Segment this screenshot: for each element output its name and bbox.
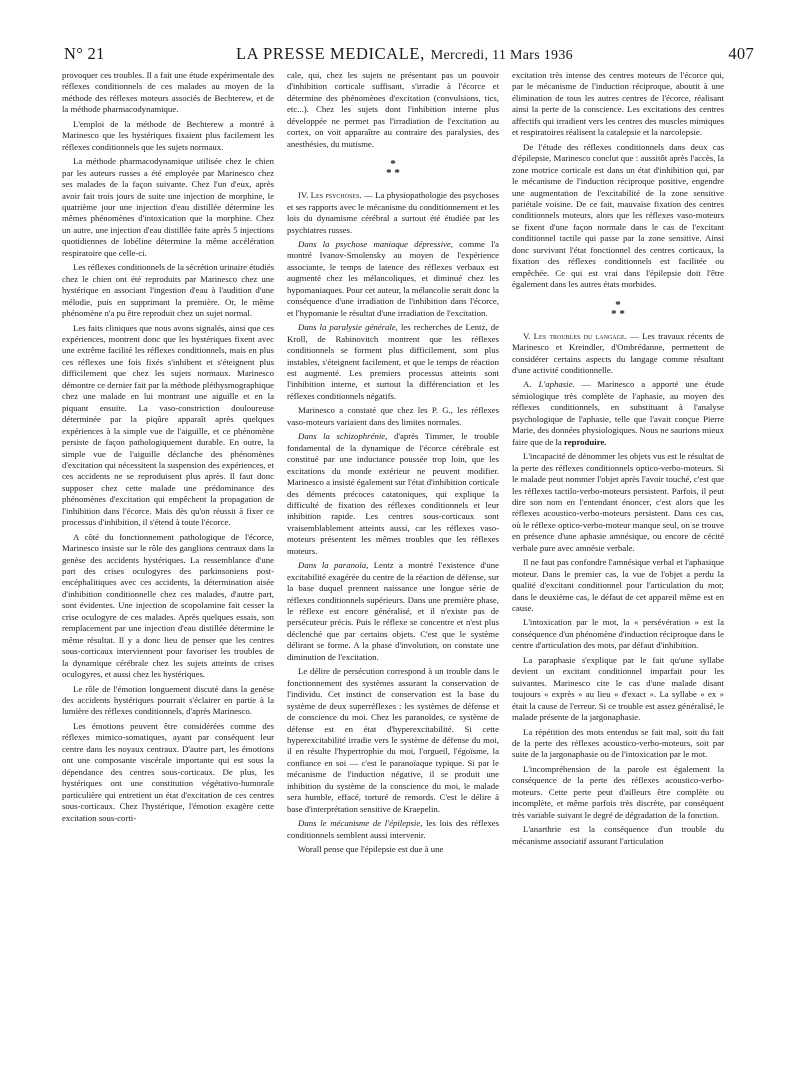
paragraph: Dans la paranoïa, Lentz a montré l'existence d'une excitabilité exagérée du centre de la réaction de défense, sur la base duquel prennent naissance une longue série de réflexes conditionnels supérieurs. Dans une première phase, le réflexe est encore généralisé, et il n'existe pas de persécuteur précis. Puis le réflexe se concentre et n'est plus déclenché que par certains objets. C'est que le système délirant se forme. A la phase d'involution, on constate une diminution de l'excitation. (287, 560, 499, 662)
section-heading-paragraph: IV. Les psychoses. — La physiopathologie des psychoses et ses rapports avec le mécanisme du conditionnement et les lois du dynamisme cérébral a surtout été étudiée par les psychiatres russes. (287, 190, 500, 235)
page-header (64, 42, 754, 64)
column-1 (62, 70, 274, 827)
paragraph: De l'étude des réflexes conditionnels dans deux cas d'épilepsie, Marinesco conclut que : aussitôt après l'accès, la zone motrice corticale est dans un état d'inhibition qui, par le mécanisme de l'induction réciproque positive, engendre une augmentation de l'excitabilité de la zone sensitive pariétale voisine. De ce fait, mauvaise fixation des centres conditionnels moteurs, alors que les réflexes vaso-moteurs se fixent d'une façon normale dans le cas de l'excitant conditionnel tactile qui passe par la zone sensitive. Ainsi donc survivant l'état fonctionnel des centres corticaux, la fixation des réflexes conditionnels est facilitée ou empêchée. Ce qui est vrai dans l'épilepsie doit l'être également dans les autres états morbides. (512, 141, 724, 290)
section-separator (287, 160, 499, 178)
paragraph: L'anarthrie est la conséquence d'un trouble du mécanisme associatif assurant l'articulation (512, 824, 724, 846)
column-2 (287, 70, 499, 859)
paragraph: cale, qui, chez les sujets ne présentant pas un pouvoir d'inhibition corticale suffisant, s'irradie à l'écorce et détermine des phénomènes d'excitation (convulsions, tics, etc...). Chez les sujets dont l'inhibition interne plus développée ne permet pas l'irradiation de l'excitation au cortex, on voit apparaître au contraire des paralysies, des anesthésies, du mutisme. (287, 70, 499, 149)
paragraph: Les émotions peuvent être considérées comme des réflexes mimico-somatiques, ayant par conséquent leur centre dans les noyaux centraux. D'autre part, les émotions ont une composante viscérale importante qui est sous la dépendance des centres sous-corticaux. De plus, les hystériques ont une constitution végétativo-humorale particulière qui entretient un état d'excitation de ces centres sous-corticaux. Chez l'hystérique, l'émotion exagère cette excitation sous-corti- (62, 720, 274, 823)
paragraph: Dans la schizophrénie, d'après Timmer, le trouble fondamental de la dynamique de l'écorce cérébrale est constitué par une inductance poussée trop loin, que les excitations du monde extérieur ne peuvent modifier. Marinesco a insisté également sur l'état d'inhibition corticale des déments précoces catatoniques, qui explique la difficulté de fixation des réflexes conditionnels et leur inhibition rapide. Les centres sous-corticaux sont vraisemblablement atteints aussi, car les réflexes vaso-moteurs présentent les mêmes troubles que les réflexes moteurs. (287, 431, 499, 556)
star: * (390, 158, 396, 171)
paragraph: L'incompréhension de la parole est également la conséquence de la perte des réflexes acoustico-verbo-moteurs. Cette perte peut d'ailleurs être complète ou incomplète, et même parfois très discrète, par conséquent très variable suivant le degré de dégradation de la fonction. (512, 763, 724, 820)
paragraph: A côté du fonctionnement pathologique de l'écorce, Marinesco insiste sur le rôle des ganglions centraux dans la genèse des accidents hystériques. La ressemblance d'une part des crises oculogyres des parkinsoniens post-encéphalitiques avec ces accidents, la détermination aisée d'inhibition conditionnelle chez ces malades, d'autre part, sont évidentes. Une injection de scopolamine fait cesser la crise oculogyre de ces malades. Après quelques essais, son remplacement par une injection d'eau distillée détermine le même résultat. Il y a donc lieu de penser que les centres sous-corticaux interviennent pour favoriser les troubles de la dynamique cérébrale chez les sujets atteints de crises oculogyres, et aussi chez les hystériques. (62, 531, 274, 680)
paragraph: Les faits cliniques que nous avons signalés, ainsi que ces expériences, montrent donc que les hystériques fixent avec une extrême facilité les réflexes conditionnels, mais en plus ces réflexes une fois fixés s'inhibent et s'éteignent plus difficilement que chez les sujets normaux. Marinesco démontre ce dernier fait par la méthode pléthysmographique chez une malade en lui montrant une aiguille et en la piquant ensuite. La vaso-constriction douloureuse déterminée par la piqûre apparaît après quelques expériences à la simple vue de l'aiguille, et ce phénomène persiste de façon pathologiquement durable. En outre, la simple vue de l'aiguille déclanche des phénomènes d'excitation qui nécessitent la suspension des expériences, et ces accidents ne se reproduisent plus après. Il faut donc supposer chez cette malade une prédominance des phénomènes d'excitation qui empêchent la propagation de l'inhibition dans l'écorce. Mais dès qu'on réussit à fixer ce processus d'inhibition, il s'étend à toute l'écorce. (62, 322, 274, 528)
section-heading-paragraph: V. Les troubles du langage. — Les travaux récents de Marinesco et Kreindler, d'Ombrédanne, permettent de considérer certains aspects du langage comme résultant d'une activité conditionnelle. (512, 330, 725, 375)
paragraph: Il ne faut pas confondre l'amnésique verbal et l'aphasique moteur. Dans le premier cas, la vue de l'objet a perdu la qualité d'excitant conditionnel pour l'articulation du mot; dans le deuxième cas, le défaut de cet appareil même est en cause. (512, 557, 724, 614)
paragraph: excitation très intense des centres moteurs de l'écorce qui, par le mécanisme de l'induction réciproque, aboutit à une élimination de tous les autres centres de l'écorce, réalisant ainsi la perte de la conscience. Les excitations des centres affectifs qui irradient vers les centres des muscles mimiques et respiratoires réalisent la catalepsie et la narcolepsie. (512, 70, 724, 138)
paragraph: L'incapacité de dénommer les objets vus est le résultat de la perte des réflexes conditionnels optico-verbo-moteurs. Si le malade peut nommer l'objet après l'avoir touché, c'est que les réflexes tactilo-verbo-moteurs persistent. Parfois, il peut dire son nom en l'entendant énoncer, c'est alors que les réflexes acoustico-verbo-moteurs persistent. Dans ces cas, où le réflexe optico-verbo-moteur manque seul, on se trouve en présence d'une aphasie amnésique, ou encore de cécité verbale pure avec amnésie verbale. (512, 451, 724, 553)
page-number: 407 (728, 44, 754, 63)
paragraph: Dans la paralysie générale, les recherches de Lentz, de Kroll, de Rabinovitch montrent que les réflexes conditionnels se forment plus difficilement, sont plus instables, s'éteignent facilement, et que le temps de réaction est augmenté. Les premiers processus atteints sont l'inhibition interne, et surtout la différenciation et les réflexes conditionnels négatifs. (287, 322, 499, 401)
paragraph: A. L'aphasie. — Marinesco a apporté une étude sémiologique très complète de l'aphasie, au moyen des réflexes conditionnels, en substituant à l'analyse psychologique de l'aphasie, telle que l'avait conçue Pierre Marie, des données physiologiques. Nous ne saurions mieux faire que de la reproduire. (512, 379, 724, 447)
paragraph: Les réflexes conditionnels de la sécrétion urinaire étudiés chez le chien ont été reproduits par Marinesco chez une hystérique en associant l'ingestion d'eau à l'audition d'une mélodie, puis en supprimant la première. Or, le même phénomène n'a pu être reproduit chez un sujet normal. (62, 262, 274, 319)
star: * (615, 298, 621, 311)
star: * * (611, 307, 625, 320)
section-heading: V. Les troubles du langage. (523, 330, 627, 341)
journal-title: LA PRESSE MEDICALE, (236, 44, 425, 63)
issue-number: N° 21 (64, 44, 105, 63)
paragraph: La méthode pharmacodynamique utilisée chez le chien par les auteurs russes a été employée par Marinesco chez ses malades de la façon suivante. Chez l'un d'eux, après avoir fait trois jours de suite une injection de morphine, le quatrième jour une injection d'eau distillée détermine les mêmes phénomènes d'intoxication que la morphine. Chez un autre, une injection d'eau distillée faite après 5 injections quotidiennes de lobéline détermine la même accélération respiratoire que celle-ci. (62, 156, 274, 258)
paragraph: La paraphasie s'explique par le fait qu'une syllabe devient un excitant conditionnel imparfait pour les suivantes. Marinesco cite le cas d'une malade disant toujours « exprès » au lieu « d'exact ». La syllabe « ex » était la cause de l'erreur. Si ce trouble est assez généralisé, le malade présente de la jargonaphasie. (512, 654, 724, 723)
paragraph: La répétition des mots entendus se fait mal, soit du fait de la perte des réflexes acoustico-verbo-moteurs, soit par suite de la jargonaphasie ou de l'intoxication par le mot. (512, 726, 724, 760)
paragraph: provoquer ces troubles. Il a fait une étude expérimentale des réflexes conditionnels de ces malades au moyen de la méthode des réflexes moteurs associés de Bechterew, et de la méthode pharmacodynamique. (62, 70, 274, 115)
paragraph: L'intoxication par le mot, la « persévération » est la conséquence d'un phénomène d'induction réciproque dans le centre d'articulation des mots, par défaut d'inhibition. (512, 617, 724, 651)
section-separator (512, 298, 724, 320)
paragraph: Le rôle de l'émotion longuement discuté dans la genèse des accidents hystériques pourrait s'éclairer en partie à la lumière des réflexes conditionnels, d'après Marinesco. (62, 683, 274, 717)
section-heading: IV. Les psychoses. (298, 190, 362, 201)
journal-title-line (236, 44, 573, 64)
column-3 (512, 70, 724, 850)
paragraph: L'emploi de la méthode de Bechterew a montré à Marinesco que les hystériques fixaient plus facilement les réflexes conditionnels que les sujets normaux. (62, 118, 274, 152)
paragraph: Dans le mécanisme de l'épilepsie, les lois des réflexes conditionnels semblent aussi intervenir. (287, 818, 500, 840)
paragraph: Worall pense que l'épilepsie est due à une (298, 844, 444, 855)
paragraph: Le délire de persécution correspond à un trouble dans le fonctionnement des systèmes assurant la conservation de l'individu. Cet instinct de conservation est la base du système de deux superréflexes : les systèmes de défense et de conscience du moi. Chez les paranoïdes, ce système de défense est en état d'hyperexcitabilité. Si cette hyperexcitabilité irradie vers le système de défense du moi, il en résulte l'hypertrophie du moi, l'orgueil, l'égoïsme, la confiance en soi — c'est le paranoïaque typique. Si par le mécanisme de l'induction négative, il se produit une inhibition du système de la conscience du moi, le malade sera humble, effacé, torturé de remords. C'est le délire à base d'interprétation sensitive de Kraepelin. (287, 666, 499, 814)
star: * * (386, 167, 400, 180)
paragraph: Marinesco a constaté que chez les P. G., les réflexes vaso-moteurs variaient dans des limites normales. (287, 405, 499, 427)
subsection-title: L'aphasie. (538, 379, 575, 390)
paragraph: Dans la psychose maniaque dépressive, comme l'a montré Ivanov-Smolensky au moyen de l'expérience associante, le temps de latence des réflexes verbaux est augmenté chez les mélancoliques, et diminué chez les hypomaniaques. Pour cet auteur, la mélancolie serait donc la conséquence d'une irradiation de l'inhibition dans l'écorce, et l'hypomanie le résultat d'une irradiation de l'excitation. (287, 238, 500, 318)
issue-date: Mercredi, 11 Mars 1936 (430, 48, 573, 63)
